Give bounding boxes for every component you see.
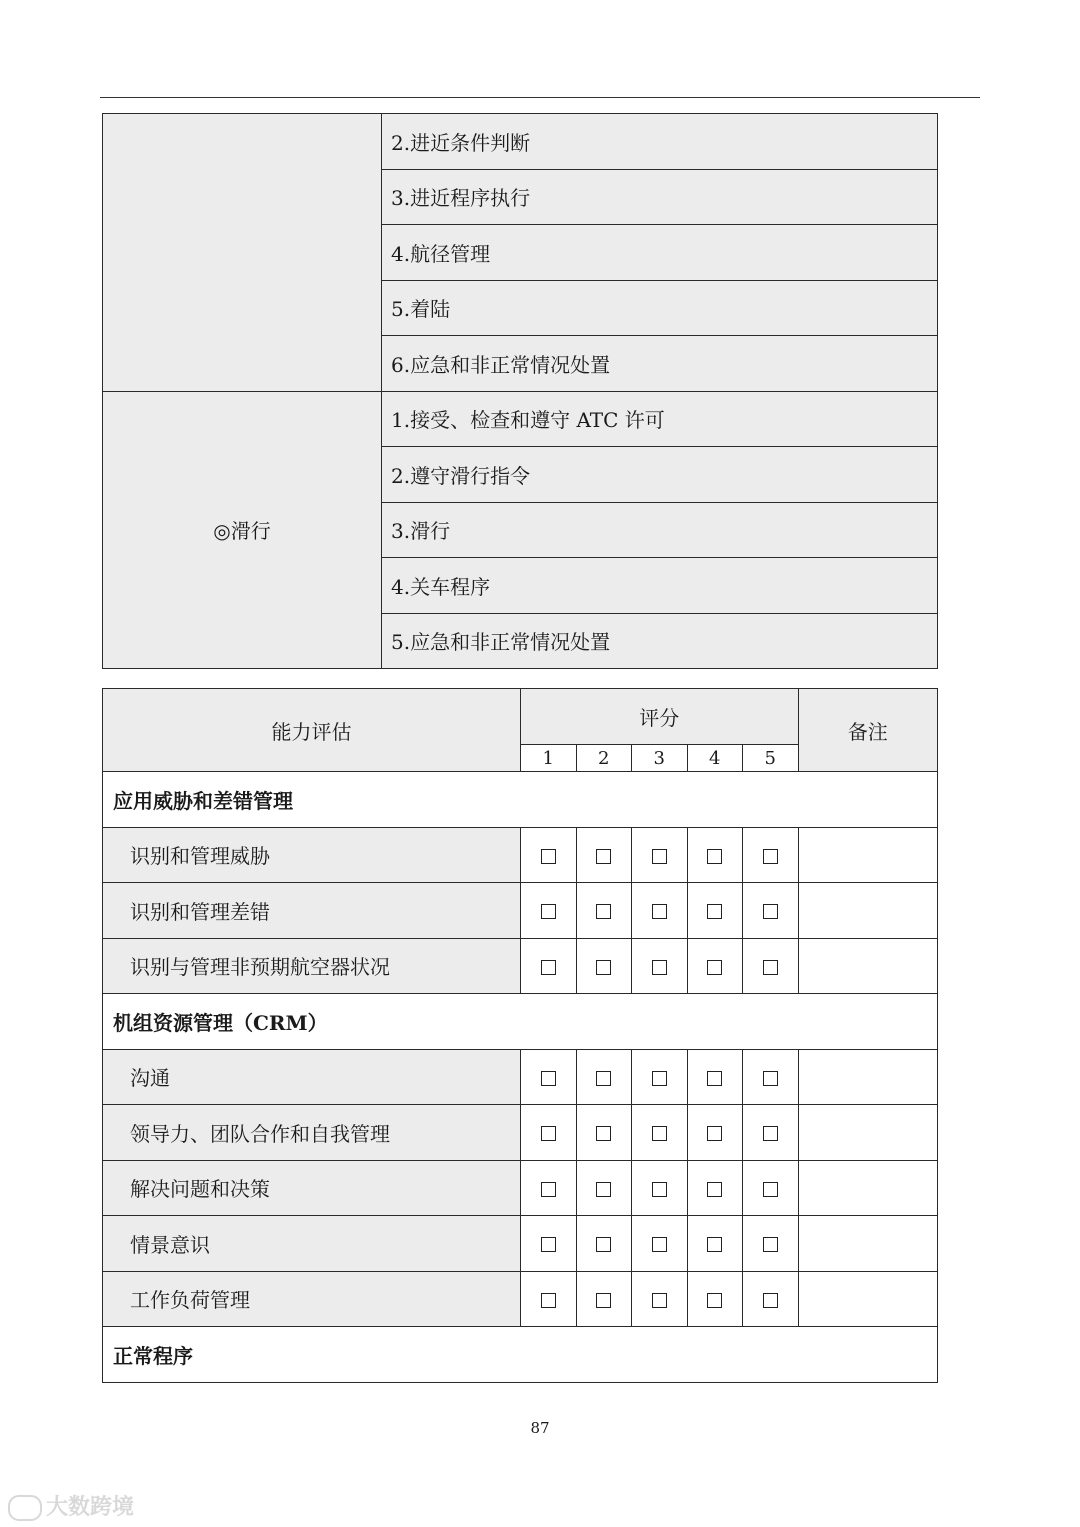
score-checkbox[interactable] [596,1071,611,1086]
score-checkbox[interactable] [652,1126,667,1141]
score-cell [743,883,799,939]
notes-cell[interactable] [798,827,938,883]
score-level: 3 [632,745,688,772]
section-row [103,1327,938,1383]
score-checkbox[interactable] [707,960,722,975]
score-cell [576,1216,632,1272]
table-row [103,1049,938,1105]
table-row [103,827,938,883]
table-row [103,1160,938,1216]
score-checkbox[interactable] [541,1237,556,1252]
brand-text: 大数跨境 [46,1495,135,1520]
score-cell [521,1049,577,1105]
score-checkbox[interactable] [763,1293,778,1308]
table-row [103,883,938,939]
table-row [103,114,938,170]
score-checkbox[interactable] [652,1182,667,1197]
table-row [103,938,938,994]
score-checkbox[interactable] [707,1126,722,1141]
score-cell [576,1160,632,1216]
score-level: 1 [521,745,577,772]
score-checkbox[interactable] [763,1237,778,1252]
score-cell [632,1105,688,1161]
score-checkbox[interactable] [652,904,667,919]
procedure-item: 5.应急和非正常情况处置 [382,613,938,669]
score-checkbox[interactable] [652,1293,667,1308]
score-checkbox[interactable] [596,1237,611,1252]
score-level: 5 [743,745,799,772]
score-cell [576,938,632,994]
score-cell [576,883,632,939]
ability-item: 领导力、团队合作和自我管理 [103,1105,521,1161]
score-cell [521,883,577,939]
ability-item: 识别与管理非预期航空器状况 [103,938,521,994]
score-cell [632,1049,688,1105]
header-row [103,689,938,745]
score-cell [521,1105,577,1161]
evaluation-body [103,772,938,1383]
score-checkbox[interactable] [707,904,722,919]
score-checkbox[interactable] [541,849,556,864]
score-checkbox[interactable] [707,1071,722,1086]
score-checkbox[interactable] [763,960,778,975]
score-checkbox[interactable] [541,1071,556,1086]
score-checkbox[interactable] [541,1293,556,1308]
score-checkbox[interactable] [596,1182,611,1197]
notes-cell[interactable] [798,938,938,994]
score-checkbox[interactable] [596,1293,611,1308]
procedure-group [103,114,382,392]
table-row [103,1105,938,1161]
procedure-item: 1.接受、检查和遵守 ATC 许可 [382,391,938,447]
score-checkbox[interactable] [652,849,667,864]
score-cell [687,1160,743,1216]
section-row [103,994,938,1050]
notes-cell[interactable] [798,883,938,939]
score-cell [687,827,743,883]
score-cell [576,827,632,883]
score-cell [743,1271,799,1327]
score-checkbox[interactable] [763,1182,778,1197]
score-cell [632,938,688,994]
brand-logo-icon [8,1495,42,1521]
procedure-item: 4.航径管理 [382,225,938,281]
score-header: 评分 [521,689,799,745]
score-cell [743,1049,799,1105]
score-cell [576,1049,632,1105]
score-cell [687,1105,743,1161]
score-checkbox[interactable] [652,1237,667,1252]
ability-item: 情景意识 [103,1216,521,1272]
table-row [103,391,938,447]
procedure-table [102,113,938,669]
ability-item: 识别和管理差错 [103,883,521,939]
procedure-item: 3.进近程序执行 [382,169,938,225]
procedure-item: 2.遵守滑行指令 [382,447,938,503]
score-cell [521,1271,577,1327]
score-cell [576,1271,632,1327]
notes-cell[interactable] [798,1049,938,1105]
score-cell [687,1049,743,1105]
score-checkbox[interactable] [652,1071,667,1086]
score-checkbox[interactable] [541,960,556,975]
brand-watermark [8,1490,134,1521]
score-checkbox[interactable] [596,849,611,864]
ability-item: 工作负荷管理 [103,1271,521,1327]
score-cell [521,1216,577,1272]
score-checkbox[interactable] [763,849,778,864]
notes-cell[interactable] [798,1160,938,1216]
procedure-item: 5.着陆 [382,280,938,336]
score-cell [632,1271,688,1327]
score-checkbox[interactable] [541,1126,556,1141]
score-checkbox[interactable] [763,1126,778,1141]
score-checkbox[interactable] [763,1071,778,1086]
table-row [103,1216,938,1272]
score-checkbox[interactable] [707,849,722,864]
score-cell [632,1160,688,1216]
score-checkbox[interactable] [541,1182,556,1197]
score-cell [743,1216,799,1272]
procedure-item: 4.关车程序 [382,558,938,614]
score-cell [743,827,799,883]
score-checkbox[interactable] [596,960,611,975]
procedure-item: 3.滑行 [382,502,938,558]
procedure-group: ◎滑行 [103,391,382,669]
score-cell [687,938,743,994]
score-cell [743,938,799,994]
table-row [103,1271,938,1327]
score-cell [632,1216,688,1272]
score-cell [632,827,688,883]
score-checkbox[interactable] [707,1182,722,1197]
score-checkbox[interactable] [541,904,556,919]
score-cell [687,883,743,939]
ability-item: 沟通 [103,1049,521,1105]
score-checkbox[interactable] [707,1293,722,1308]
score-cell [521,1160,577,1216]
section-title: 正常程序 [103,1327,938,1383]
page-number: 87 [530,1419,550,1437]
notes-header: 备注 [798,689,938,772]
score-cell [632,883,688,939]
evaluation-table [102,688,938,1383]
notes-cell[interactable] [798,1271,938,1327]
score-checkbox[interactable] [652,960,667,975]
score-level: 4 [687,745,743,772]
score-checkbox[interactable] [707,1237,722,1252]
score-checkbox[interactable] [763,904,778,919]
section-row [103,772,938,828]
score-cell [743,1160,799,1216]
score-cell [521,938,577,994]
procedure-item: 6.应急和非正常情况处置 [382,336,938,392]
notes-cell[interactable] [798,1216,938,1272]
score-checkbox[interactable] [596,1126,611,1141]
section-title: 应用威胁和差错管理 [103,772,938,828]
ability-header: 能力评估 [103,689,521,772]
ability-item: 解决问题和决策 [103,1160,521,1216]
ability-item: 识别和管理威胁 [103,827,521,883]
section-title: 机组资源管理（CRM） [103,994,938,1050]
procedure-item: 2.进近条件判断 [382,114,938,170]
score-cell [521,827,577,883]
score-cell [687,1216,743,1272]
notes-cell[interactable] [798,1105,938,1161]
score-cell [576,1105,632,1161]
score-cell [743,1105,799,1161]
score-cell [687,1271,743,1327]
score-level: 2 [576,745,632,772]
score-checkbox[interactable] [596,904,611,919]
header-rule [100,97,980,98]
